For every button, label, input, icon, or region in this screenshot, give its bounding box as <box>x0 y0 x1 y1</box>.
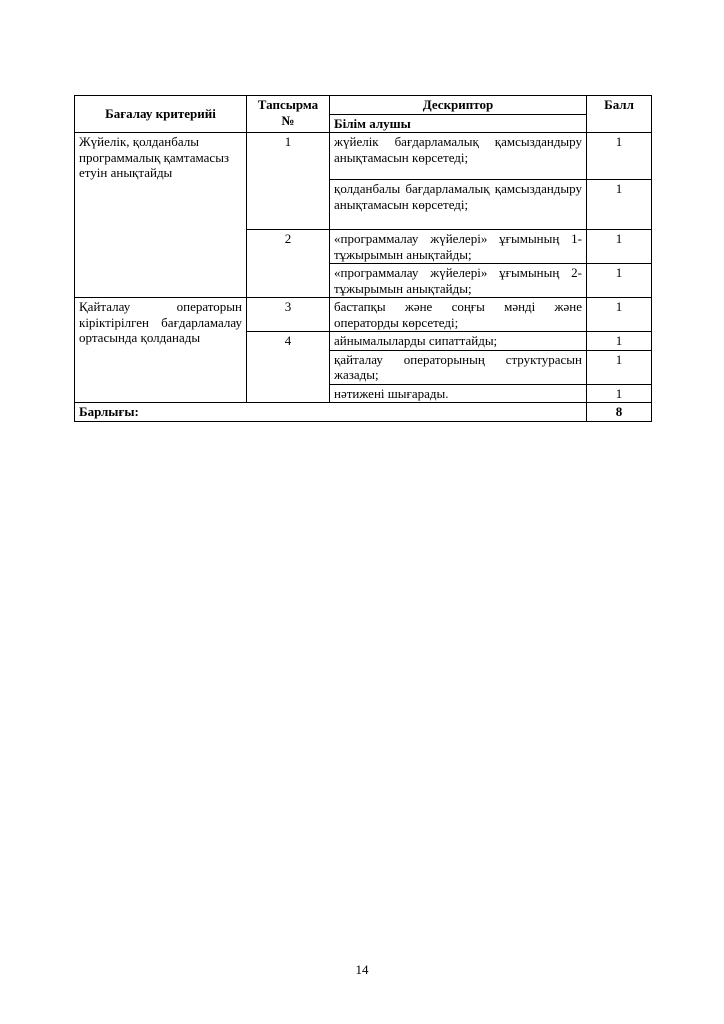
descriptor-cell: қолданбалы бағдарламалық қамсыздандыру анықтамасын көрсетеді; <box>330 180 587 230</box>
page-number: 14 <box>355 962 369 977</box>
score-cell: 1 <box>587 298 652 332</box>
header-task: Тапсырма № <box>247 96 330 133</box>
table-row <box>75 133 652 180</box>
task-number-cell: 4 <box>247 332 330 403</box>
score-cell: 1 <box>587 384 652 403</box>
score-cell: 1 <box>587 350 652 384</box>
task-number-cell: 1 <box>247 133 330 230</box>
header-descriptor: Дескриптор <box>330 96 587 115</box>
descriptor-cell: айнымалыларды сипаттайды; <box>330 332 587 351</box>
header-criterion: Бағалау критерийі <box>75 96 247 133</box>
criterion-cell: Жүйелік, қолданбалы программалық қамтамасыз етуін анықтайды <box>75 133 247 298</box>
descriptor-cell: «программалау жүйелері» ұғымының 2-тұжырымын анықтайды; <box>330 264 587 298</box>
header-descriptor-sub: Білім алушы <box>330 114 587 133</box>
descriptor-cell: қайталау операторының структурасын жазады; <box>330 350 587 384</box>
total-value: 8 <box>587 403 652 422</box>
score-cell: 1 <box>587 332 652 351</box>
table-header-row <box>75 96 652 115</box>
descriptor-cell: нәтижені шығарады. <box>330 384 587 403</box>
score-cell: 1 <box>587 180 652 230</box>
total-row <box>75 403 652 422</box>
assessment-table <box>74 95 652 422</box>
header-score: Балл <box>587 96 652 133</box>
criterion-cell: Қайталау операторын кіріктірілген бағдарламалау ортасында қолданады <box>75 298 247 403</box>
table-row <box>75 298 652 332</box>
task-number-cell: 3 <box>247 298 330 332</box>
task-number-cell: 2 <box>247 230 330 298</box>
descriptor-cell: «программалау жүйелері» ұғымының 1-тұжырымын анықтайды; <box>330 230 587 264</box>
score-cell: 1 <box>587 264 652 298</box>
score-cell: 1 <box>587 133 652 180</box>
score-cell: 1 <box>587 230 652 264</box>
descriptor-cell: жүйелік бағдарламалық қамсыздандыру анықтамасын көрсетеді; <box>330 133 587 180</box>
total-label: Барлығы: <box>75 403 587 422</box>
descriptor-cell: бастапқы және соңғы мәнді және операторды көрсетеді; <box>330 298 587 332</box>
